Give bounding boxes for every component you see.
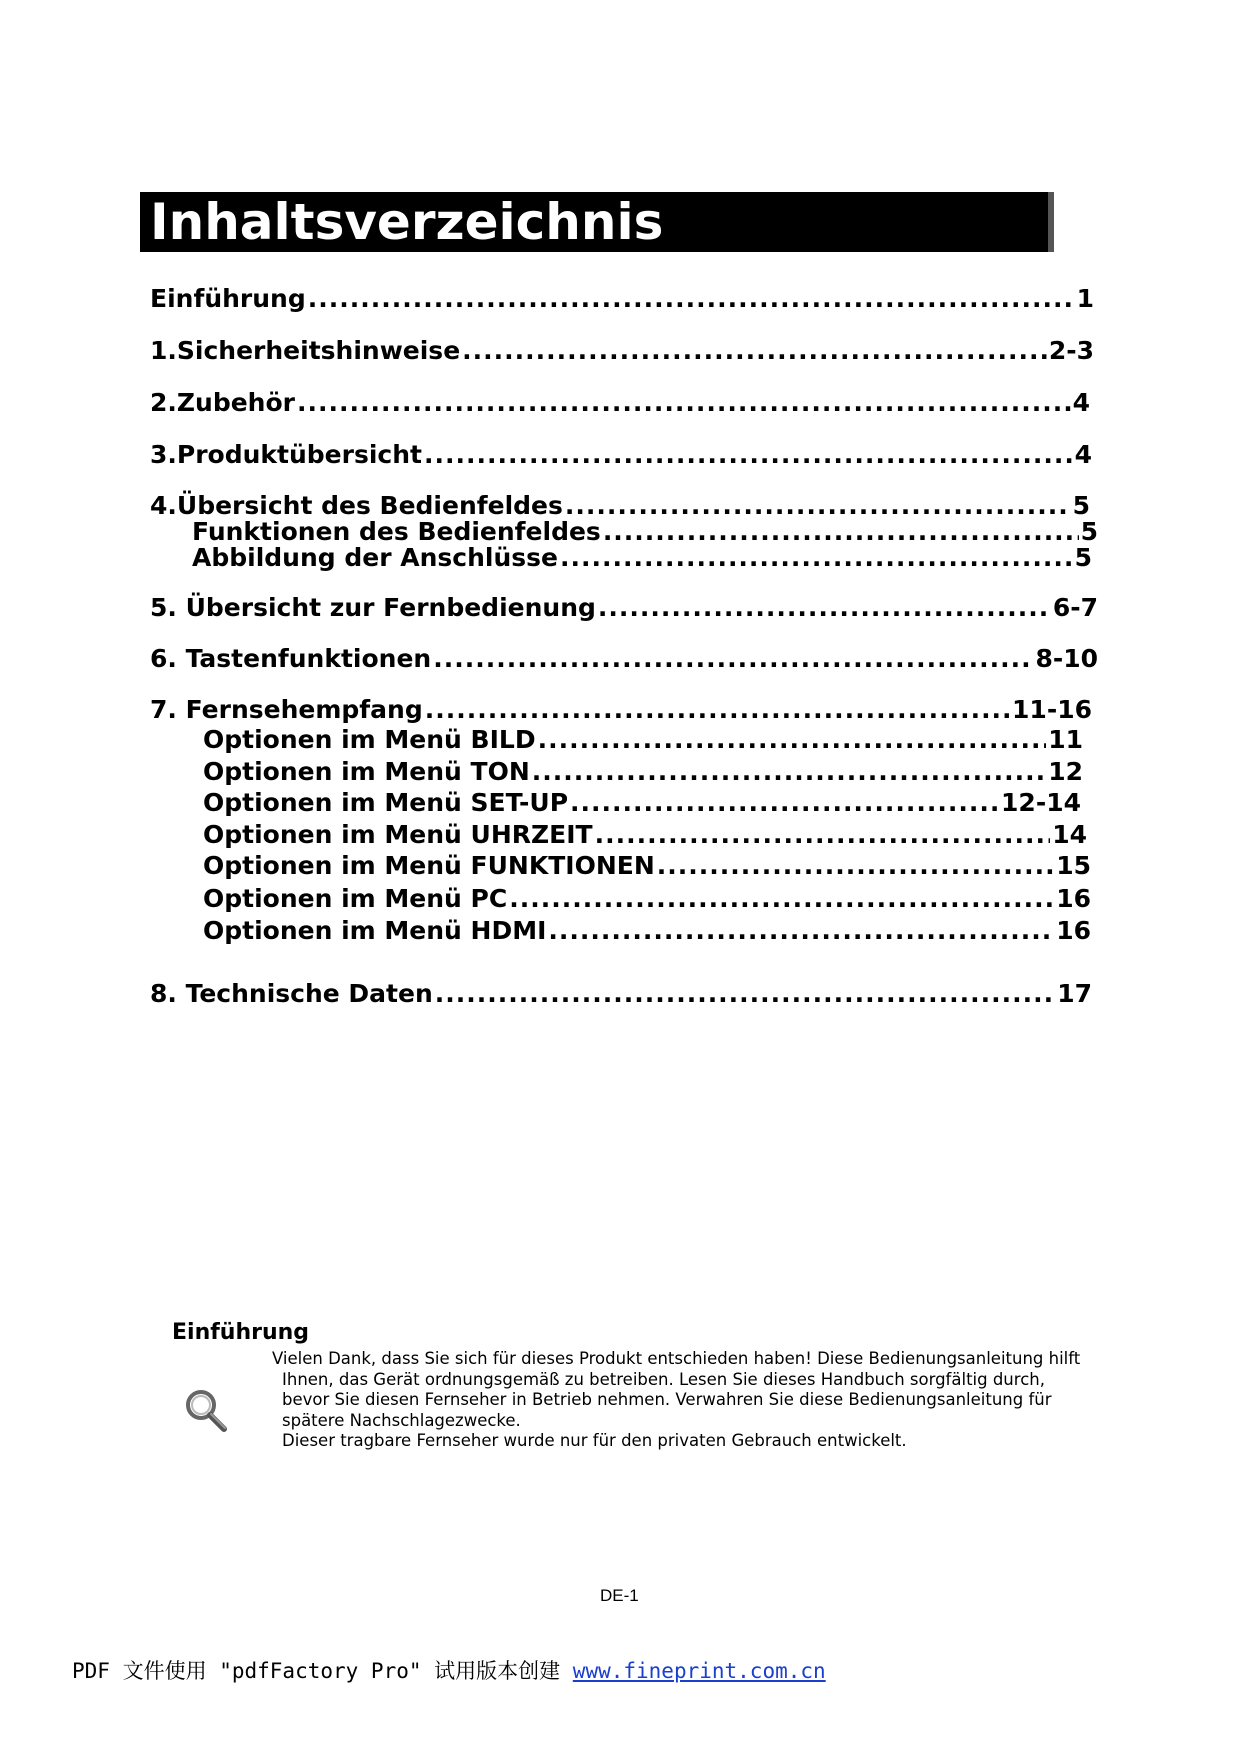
toc-entry-page: 15: [1056, 851, 1091, 880]
toc-entry-label: 7. Fernsehempfang: [150, 695, 423, 724]
toc-entry-menu-ton[interactable]: [203, 757, 1083, 787]
toc-leader-dots: [297, 388, 1071, 418]
toc-entry-page: 1: [1076, 284, 1094, 313]
toc-leader-dots: [570, 788, 999, 818]
toc-entry-label: Optionen im Menü SET-UP: [203, 788, 569, 817]
toc-entry-page: 5: [1072, 491, 1090, 520]
toc-entry-label: 8. Technische Daten: [150, 979, 433, 1008]
toc-entry-sicherheitshinweise[interactable]: [150, 336, 1094, 366]
intro-paragraph: Dieser tragbare Fernseher wurde nur für den privaten Gebrauch entwickelt.: [282, 1431, 907, 1450]
toc-entry-technische-daten[interactable]: [150, 979, 1092, 1009]
toc-entry-page: 17: [1057, 979, 1092, 1008]
toc-entry-fernsehempfang[interactable]: [150, 695, 1092, 725]
toc-entry-label: 4.Übersicht des Bedienfeldes: [150, 491, 563, 520]
toc-entry-label: Optionen im Menü PC: [203, 884, 508, 913]
toc-entry-menu-uhrzeit[interactable]: [203, 820, 1087, 850]
toc-entry-label: 2.Zubehör: [150, 388, 295, 417]
toc-leader-dots: [425, 695, 1010, 725]
toc-entry-menu-bild[interactable]: [203, 725, 1083, 755]
toc-entry-page: 4: [1072, 388, 1090, 417]
toc-entry-label: Optionen im Menü UHRZEIT: [203, 820, 593, 849]
toc-entry-page: 14: [1052, 820, 1087, 849]
toc-entry-page: 6-7: [1052, 593, 1098, 622]
toc-entry-label: Optionen im Menü BILD: [203, 725, 536, 754]
toc-leader-dots: [435, 979, 1055, 1009]
toc-leader-dots: [538, 725, 1047, 755]
pdf-footer: [72, 1658, 826, 1684]
page-number: DE-1: [600, 1586, 639, 1605]
toc-entry-page: 11: [1048, 725, 1083, 754]
toc-leader-dots: [657, 851, 1054, 881]
toc-entry-page: 2-3: [1048, 336, 1094, 365]
magnifier-icon: [182, 1386, 232, 1436]
page-title: Inhaltsverzeichnis: [150, 193, 664, 251]
toc-entry-label: Abbildung der Anschlüsse: [192, 543, 558, 572]
toc-entry-page: 5: [1080, 517, 1098, 546]
footer-link[interactable]: www.fineprint.com.cn: [572, 1659, 826, 1683]
toc-entry-einfuehrung[interactable]: [150, 284, 1094, 314]
toc-leader-dots: [424, 440, 1073, 470]
toc-leader-dots: [598, 593, 1051, 623]
toc-entry-label: Einführung: [150, 284, 306, 313]
toc-entry-label: 6. Tastenfunktionen: [150, 644, 432, 673]
toc-leader-dots: [548, 916, 1054, 946]
toc-entry-page: 11-16: [1012, 695, 1092, 724]
toc-entry-label: 1.Sicherheitshinweise: [150, 336, 461, 365]
toc-entry-fernbedienung[interactable]: [150, 593, 1098, 623]
intro-body: [272, 1349, 1092, 1452]
footer-text: PDF 文件使用 "pdfFactory Pro" 试用版本创建: [72, 1659, 573, 1683]
toc-entry-menu-hdmi[interactable]: [203, 916, 1091, 946]
toc-entry-produktuebersicht[interactable]: [150, 440, 1092, 470]
toc-entry-abbildung-anschluesse[interactable]: [192, 543, 1092, 573]
toc-entry-page: 16: [1056, 916, 1091, 945]
toc-entry-page: 4: [1074, 440, 1092, 469]
toc-entry-label: Funktionen des Bedienfeldes: [192, 517, 601, 546]
toc-entry-tastenfunktionen[interactable]: [150, 644, 1098, 674]
toc-entry-label: 3.Produktübersicht: [150, 440, 422, 469]
toc-entry-page: 8-10: [1035, 644, 1098, 673]
toc-entry-label: Optionen im Menü TON: [203, 757, 530, 786]
toc-entry-page: 5: [1074, 543, 1092, 572]
intro-paragraph: Vielen Dank, dass Sie sich für dieses Produkt entschieden haben! Diese Bedienungsanleitung hilft Ihnen, das Gerät ordnungsgemäß zu betreiben. Lesen Sie dieses Handbuch sorgfältig durch, bevor Sie diesen Fernseher in Betrieb nehmen. Verwahren Sie diese Bedienungsanleitung für spätere Nachschlagezwecke.: [272, 1349, 1081, 1430]
title-bar: [140, 192, 1054, 252]
toc-entry-label: 5. Übersicht zur Fernbedienung: [150, 593, 596, 622]
toc-entry-menu-pc[interactable]: [203, 884, 1091, 914]
toc-leader-dots: [560, 543, 1073, 573]
toc-entry-label: Optionen im Menü FUNKTIONEN: [203, 851, 655, 880]
toc-entry-page: 12: [1048, 757, 1083, 786]
toc-leader-dots: [462, 336, 1047, 366]
toc-leader-dots: [308, 284, 1075, 314]
intro-heading: Einführung: [172, 1320, 310, 1345]
toc-entry-menu-funktionen[interactable]: [203, 851, 1091, 881]
toc-entry-zubehoer[interactable]: [150, 388, 1090, 418]
toc-leader-dots: [509, 884, 1054, 914]
toc-entry-menu-setup[interactable]: [203, 788, 1081, 818]
toc-entry-page: 12-14: [1001, 788, 1081, 817]
toc-leader-dots: [532, 757, 1046, 787]
toc-entry-label: Optionen im Menü HDMI: [203, 916, 547, 945]
toc-entry-page: 16: [1056, 884, 1091, 913]
toc-leader-dots: [595, 820, 1051, 850]
toc-leader-dots: [433, 644, 1033, 674]
